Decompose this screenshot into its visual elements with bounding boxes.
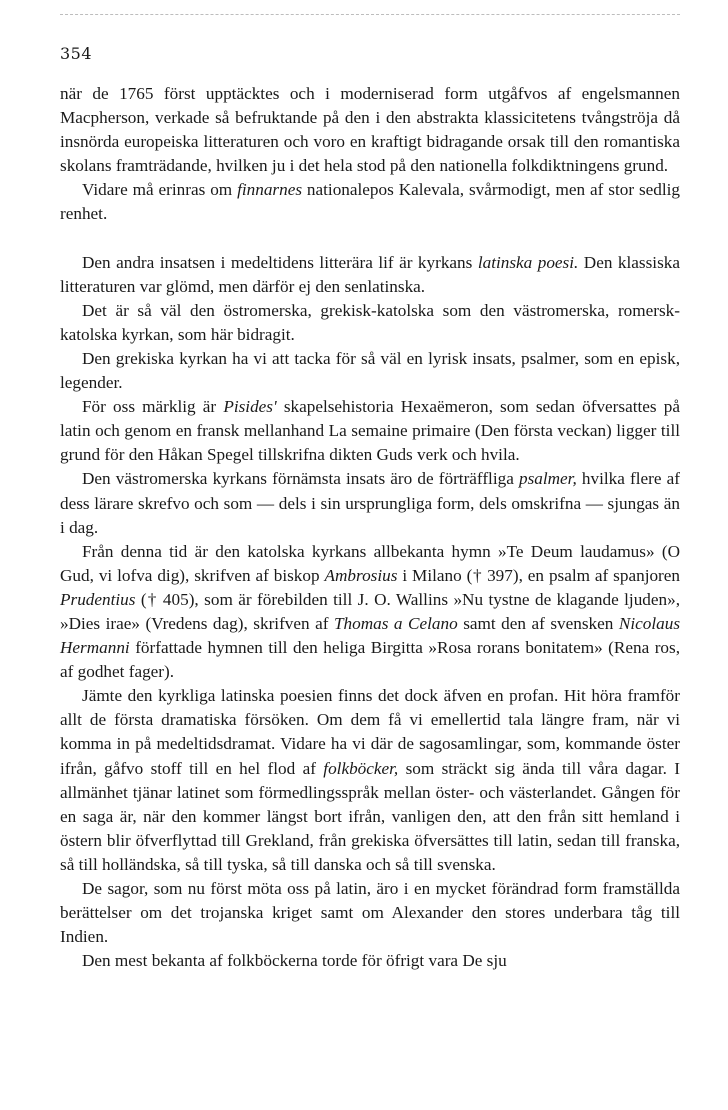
text-run: († 405), som är förebilden till J. O. Wallins »Nu tystne de klagande ljuden», »Dies irae» (Vredens dag), skrifven af	[60, 589, 680, 633]
text-run: Den grekiska kyrkan ha vi att tacka för så väl en lyrisk insats, psalmer, som en episk, legender.	[60, 348, 680, 393]
text-run: Vidare må erinras om	[82, 180, 238, 200]
text-run: i Milano († 397), en psalm af spanjoren	[397, 565, 681, 585]
italic-text: Thomas a Celano	[333, 613, 458, 633]
text-run: Den andra insatsen i medeltidens litterära lif är kyrkans	[82, 252, 478, 272]
text-run: Jämte den kyrkliga latinska poesien finns det dock äfven en profan. Hit höra framför allt de första dramatiska försöken. Om dem få vi emellertid tala längre fram, när vi komma in på medeltidsdramat. Vidare ha vi där de sagosamlingar, som, kommande öster ifrån, gåfvo stoff till en hel flod af	[60, 686, 680, 778]
text-run: nationalepos Kalevala, svårmodigt, men af stor sedlig renhet.	[60, 180, 680, 224]
italic-text: Nicolaus Hermanni	[60, 613, 681, 658]
text-run: Från denna tid är den katolska kyrkans allbekanta hymn »Te Deum laudamus» (O Gud, vi lofva dig), skrifven af biskop	[60, 541, 680, 585]
text-run: Den klassiska litteraturen var glömd, men därför ej den senlatinska.	[60, 252, 680, 296]
paragraph	[60, 347, 680, 395]
text-run: Det är så väl den östromerska, grekisk-katolska som den västromerska, romersk-katolska kyrkan, som här bidragit.	[60, 300, 680, 344]
text-run: samt den af svensken	[457, 613, 619, 633]
italic-text: latinska poesi.	[477, 252, 579, 272]
paragraph	[60, 299, 680, 347]
italic-text: Ambrosius	[324, 565, 398, 585]
text-run: Den västromerska kyrkans förnämsta insats äro de förträffliga	[82, 469, 519, 489]
text-run: skapelsehistoria Hexaëmeron, som sedan öfversattes på latin och genom en fransk mellanhand La semaine primaire (Den första veckan) ligger till grund för den Håkan Spegel tillskrifna dikten Guds verk och hvila.	[60, 397, 680, 465]
paragraph	[60, 877, 680, 949]
paragraph	[60, 684, 680, 877]
paragraph	[60, 467, 680, 539]
paragraph	[60, 251, 680, 299]
italic-text: folkböcker,	[323, 758, 399, 778]
italic-text: psalmer,	[518, 469, 577, 489]
text-run: För oss märklig är	[82, 397, 224, 417]
text-run: hvilka flere af dess lärare skrefvo och som — dels i sin ursprungliga form, dels omskrifna — sjungas än i dag.	[60, 469, 680, 537]
page-number: 354	[60, 44, 93, 63]
paragraph	[60, 949, 680, 973]
text-run: De sagor, som nu först möta oss på latin, äro i en mycket förändrad form framställda berättelser om det trojanska kriget samt om Alexander den stores underbara tåg till Indien.	[60, 879, 680, 947]
body-text	[60, 82, 680, 973]
text-run: författade hymnen till den heliga Birgitta »Rosa rorans bonitatem» (Rena ros, af godhet fager).	[60, 638, 680, 682]
paragraph	[60, 395, 680, 467]
page-top-edge	[60, 14, 680, 15]
italic-text: Pisides'	[223, 397, 277, 417]
paragraph	[60, 540, 680, 685]
paragraph	[60, 178, 680, 226]
paragraph	[60, 82, 680, 178]
text-run: som sträckt sig ända till våra dagar. I allmänhet tjänar latinet som förmedlingsspråk mellan öster- och västerlandet. Gången för en saga är, när den kommer längst bort ifrån, vanligen den, att den från sitt hemland i östern blir öfverflyttad till Grekland, från grekiska öfversättes till latin, sedan till franska, så till holländska, så till tyska, så till danska och så till svenska.	[60, 758, 680, 874]
italic-text: Prudentius	[60, 589, 136, 609]
italic-text: finnarnes	[237, 180, 303, 200]
text-run: när de 1765 först upptäcktes och i moderniserad form utgåfvos af engelsmannen Macpherson, verkade så befruktande på den i den abstrakta klassicitetens tvångströja då insnörda europeiska litteraturen och voro en kraftigt bidragande orsak till den romantiska skolans framträdande, hvilken ju i det hela stod på den nationella folkdiktningens grund.	[60, 84, 680, 176]
text-run: Den mest bekanta af folkböckerna torde för öfrigt vara De sju	[82, 951, 507, 971]
